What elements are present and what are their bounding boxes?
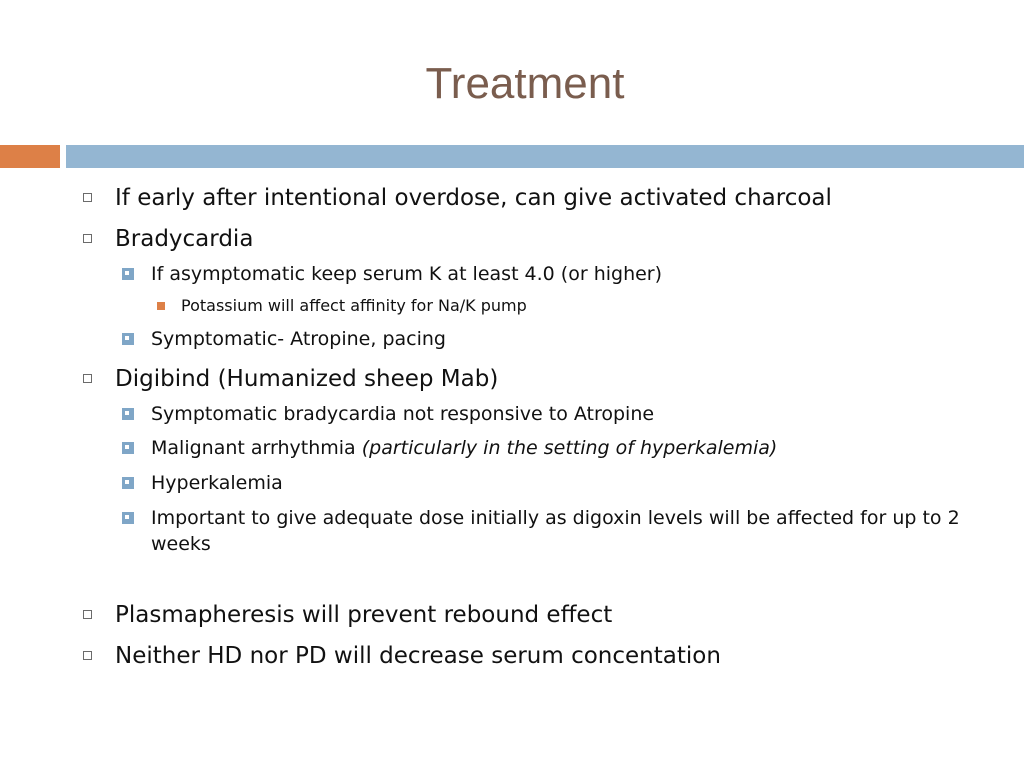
square-bullet-icon [122, 268, 134, 280]
list-item-text: If asymptomatic keep serum K at least 4.0 (or higher) [151, 263, 663, 285]
accent-bar [0, 145, 60, 168]
list-item-text: Malignant arrhythmia [151, 437, 362, 459]
list-item [151, 401, 654, 427]
square-bullet-icon [122, 333, 134, 345]
slide-title: Treatment [425, 59, 625, 108]
list-item-text: Important to give adequate dose initially as digoxin levels will be affected for up to 2 weeks [151, 507, 960, 555]
list-item-text: Neither HD nor PD will decrease serum concentation [115, 643, 721, 669]
square-bullet-icon [122, 512, 134, 524]
list-item [151, 261, 662, 287]
list-item [151, 435, 777, 461]
list-item-text: Plasmapheresis will prevent rebound effect [115, 602, 613, 628]
hollow-square-bullet-icon [83, 610, 92, 619]
header-bar [66, 145, 1024, 168]
list-item [115, 642, 721, 670]
square-bullet-icon [122, 477, 134, 489]
list-item [151, 470, 283, 496]
list-item [115, 365, 498, 393]
list-item [115, 184, 832, 212]
list-item-text: Symptomatic- Atropine, pacing [151, 328, 446, 350]
list-item-text: Symptomatic bradycardia not responsive to Atropine [151, 403, 655, 425]
hollow-square-bullet-icon [83, 651, 92, 660]
list-item [151, 326, 446, 352]
list-item-text: Potassium will affect affinity for Na/K pump [181, 296, 527, 315]
square-bullet-icon [122, 408, 134, 420]
hollow-square-bullet-icon [83, 193, 92, 202]
list-item-text: Hyperkalemia [151, 472, 283, 494]
list-item-text: If early after intentional overdose, can give activated charcoal [115, 185, 832, 211]
filled-square-bullet-icon [157, 302, 165, 310]
list-item-text: Digibind (Humanized sheep Mab) [115, 366, 499, 392]
square-bullet-icon [122, 442, 134, 454]
list-item-text: Bradycardia [115, 226, 254, 252]
list-item [151, 505, 971, 557]
hollow-square-bullet-icon [83, 234, 92, 243]
hollow-square-bullet-icon [83, 374, 92, 383]
list-item-italic-text: (particularly in the setting of hyperkalemia) [361, 437, 778, 459]
list-item [181, 295, 527, 317]
list-item [115, 601, 612, 629]
list-item [115, 225, 253, 253]
